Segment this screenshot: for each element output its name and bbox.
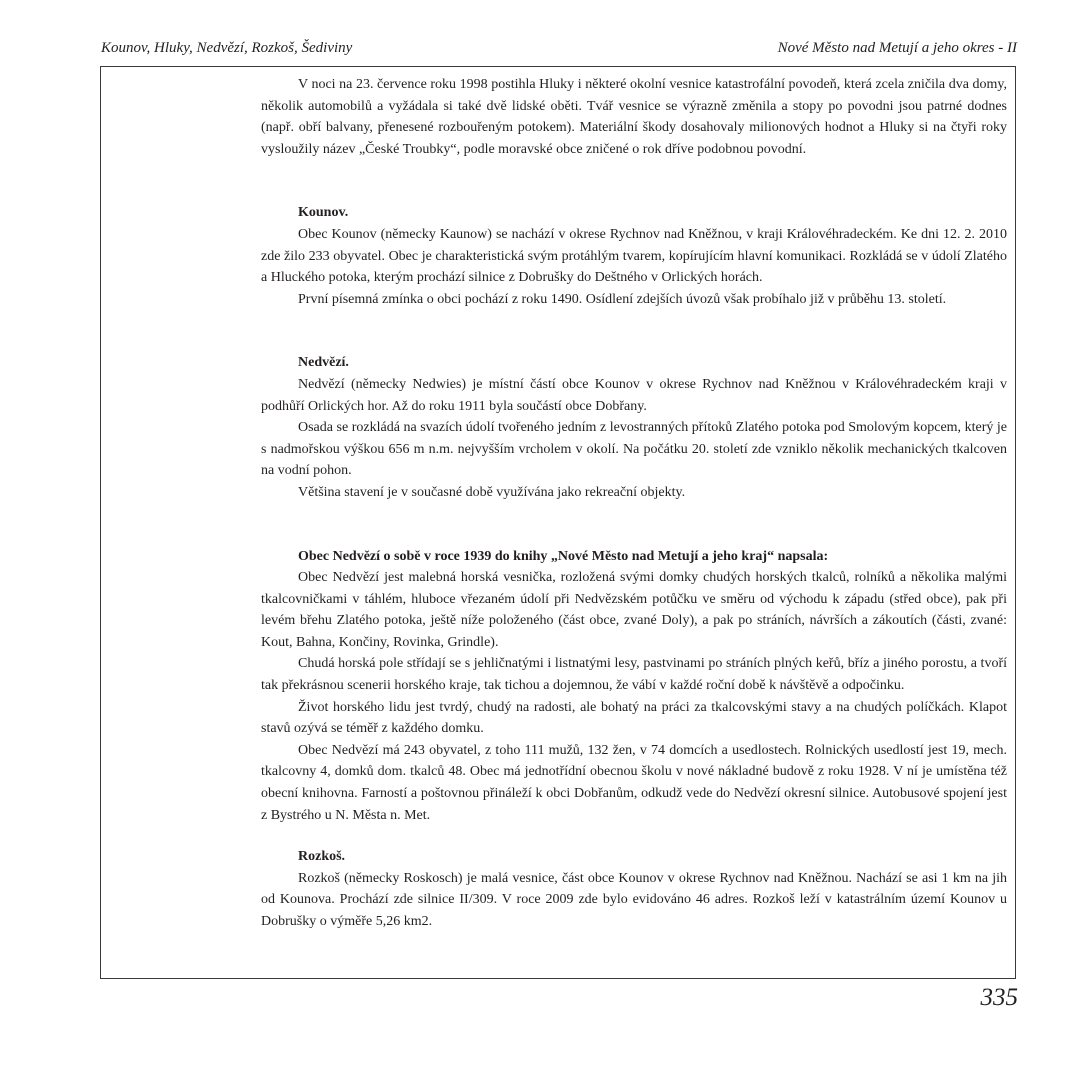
section-spacer	[261, 504, 1007, 546]
rozkos-paragraph: Rozkoš (německy Roskosch) je malá vesnice, část obce Kounov v okrese Rychnov nad Kněžnou. Nachází se asi 1 km na jih od Kounova. Prochází zde silnice II/309. V roce 2009 zde bylo evidováno 46 adres. Rozkoš leží v katastrálním území Kounov u Dobrušky o výměře 5,26 km2.	[261, 870, 1007, 929]
section-spacer	[261, 160, 1007, 202]
obec-1939-paragraph: Obec Nedvězí jest malebná horská vesnička, rozložená svými domky chudých horských tkalců, rolníků a několika malými tkalcovničkami v táhlém, hluboce vřezaném údolí při Nedvězském potůčku ve směru od východu k západu (střed obce), pak při levém břehu Zlatého potoka, ještě níže položeného (část obce, zvané Doly), a pak po stráních, návrších a zákoutích (části, zvané: Kout, Bahna, Končiny, Rovinka, Grindle).	[261, 570, 1007, 650]
nedvezi-paragraph: Většina stavení je v současné době využívána jako rekreační objekty.	[298, 484, 686, 500]
nedvezi-paragraph: Nedvězí (německy Nedwies) je místní částí obce Kounov v okrese Rychnov nad Kněžnou v Královéhradeckém kraji v podhůří Orlických hor. Až do roku 1911 byla součástí obce Dobřany.	[261, 376, 1007, 414]
page-body	[261, 74, 1007, 933]
section-spacer	[261, 826, 1007, 846]
running-header-left: Kounov, Hluky, Nedvězí, Rozkoš, Šediviny	[101, 40, 353, 56]
kounov-paragraph: Obec Kounov (německy Kaunow) se nachází v okrese Rychnov nad Kněžnou, v kraji Královéhradeckém. Ke dni 12. 2. 2010 zde žilo 233 obyvatel. Obec je charakteristická svým protáhlým tvarem, kopírujícím hlavní komunikaci. Rozkládá se v údolí Zlatého a Hluckého potoka, kterým prochází silnice z Dobrušky do Deštného v Orlických horách.	[261, 226, 1007, 286]
section-heading-nedvezi: Nedvězí.	[298, 355, 349, 371]
obec-1939-paragraph: Život horského lidu jest tvrdý, chudý na radosti, ale bohatý na práci za tkalcovskými stavy a na chudých políčkách. Klapot stavů ozývá se téměř z každého domku.	[261, 699, 1007, 737]
obec-1939-paragraph: Chudá horská pole střídají se s jehličnatými i listnatými lesy, pastvinami po stráních plných keřů, bříz a jiného porostu, a tvoří tak překrásnou scenerii horského kraje, tak tichou a dojemnou, že vábí v každé roční době k návštěvě a odpočinku.	[261, 656, 1007, 694]
running-header-right: Nové Město nad Metují a jeho okres - II	[777, 40, 1017, 56]
obec-1939-paragraph: Obec Nedvězí má 243 obyvatel, z toho 111 mužů, 132 žen, v 74 domcích a usedlostech. Rolnických usedlostí jest 19, mech. tkalcovny 4, domků dom. tkalců 48. Obec má jednotřídní obecnou školu v nové nákladné budově z roku 1928. V ní je umístěna též obecní knihovna. Farností a poštovnou přináleží k obci Dobřanům, odkudž vede do Nedvězí okresní silnice. Autobusové spojení jest z Bystrého u N. Města n. Met.	[261, 742, 1007, 823]
intro-paragraph: V noci na 23. července roku 1998 postihla Hluky i některé okolní vesnice katastrofální povodeň, která zcela zničila dva domy, několik automobilů a vyžádala si také dvě lidské oběti. Tvář vesnice se výrazně změnila a stopy po povodni jsou patrné dodnes (např. obří balvany, přenesené rozbouřeným potokem). Materiální škody dosahovaly milionových hodnot a Hluky si na čtyři roky vysloužily název „České Troubky“, podle moravské obce zničené o rok dříve podobnou povodní.	[261, 77, 1007, 157]
page-number: 335	[980, 984, 1018, 1011]
section-heading-obec-1939: Obec Nedvězí o sobě v roce 1939 do knihy „Nové Město nad Metují a jeho kraj“ napsala:	[298, 548, 829, 564]
kounov-paragraph: První písemná zmínka o obci pochází z roku 1490. Osídlení zdejších úvozů však probíhalo již v průběhu 13. století.	[298, 291, 947, 307]
section-spacer	[261, 310, 1007, 352]
section-heading-kounov: Kounov.	[298, 205, 349, 221]
section-heading-rozkos: Rozkoš.	[298, 849, 346, 865]
nedvezi-paragraph: Osada se rozkládá na svazích údolí tvořeného jedním z levostranných přítoků Zlatého potoka pod Smolovým kopcem, který je s nadmořskou výškou 656 m n.m. nejvyšším vrcholem v okolí. Na počátku 20. století zde vzniklo několik mechanických tkalcoven na vodní pohon.	[261, 420, 1007, 479]
